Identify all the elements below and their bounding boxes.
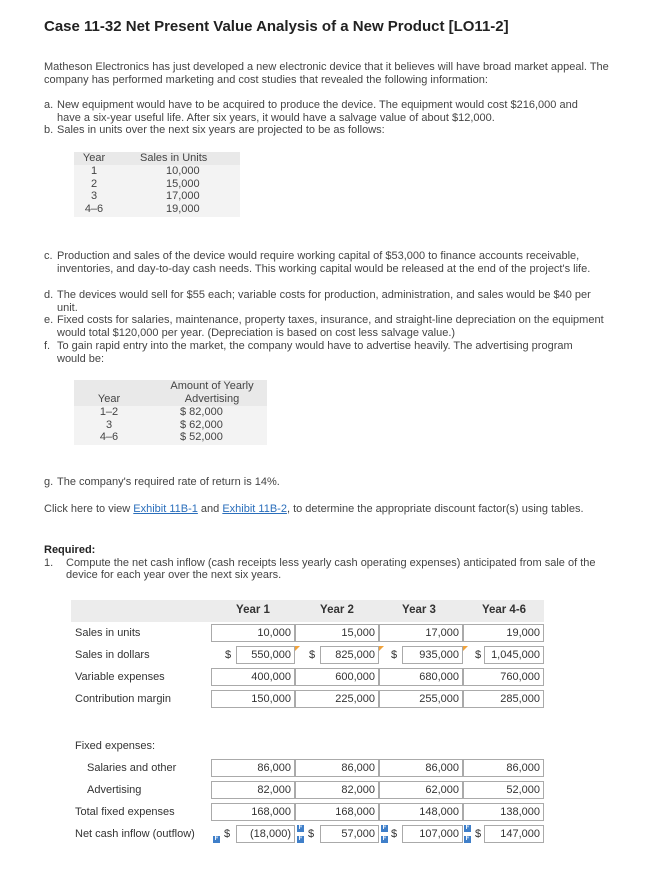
contribution-y3-input[interactable]: 255,000 [379,690,463,708]
variable-y2-input[interactable]: 600,000 [295,668,379,686]
intro-text: Matheson Electronics has just developed a new electronic device that it believes will have broad market appeal. The company has performed marketing and cost studies that revealed the following information: [44,61,609,86]
flag-icon: F [382,836,387,842]
item-b-text: Sales in units over the next six years are projected to be as follows: [57,124,385,136]
row-label-total-fixed: Total fixed expenses [75,806,175,818]
sales-units-cell: 15,000 [166,177,200,190]
item-c [44,250,604,275]
currency-symbol: $ [391,649,398,661]
adv-col-amount-line1: Amount of Yearly [170,380,254,392]
sales-year-cell: 4–6 [84,202,104,215]
item-c-text: Production and sales of the device would require working capital of $53,000 to finance accounts receivable, inventories, and day-to-day cash needs. This working capital would be released at the end of the project's life. [57,250,591,275]
row-label-sales-units: Sales in units [75,627,141,639]
variable-y3-input[interactable]: 680,000 [379,668,463,686]
salaries-y46-input[interactable]: 86,000 [463,759,544,777]
exhibit-mid: and [197,503,223,515]
advertising-table [74,380,267,445]
row-label-contribution-margin: Contribution margin [75,693,171,705]
item-g [44,476,604,489]
flag-icon: F [382,825,387,831]
advertising-y1-input[interactable]: 82,000 [211,781,295,799]
item-g-text: The company's required rate of return is 14%. [57,476,280,488]
adv-amount-cell: $ 82,000 [180,406,223,418]
sales-units-cell: 10,000 [166,165,200,177]
sales-units-table [74,152,240,217]
contribution-y46-input[interactable]: 285,000 [463,690,544,708]
adv-table-body [74,406,267,445]
flag-icon: F [298,836,303,842]
marker-icon [463,646,468,651]
adv-col-amount-line2: Advertising [184,393,240,405]
item-f-text: To gain rapid entry into the market, the company would have to advertise heavily. The advertising program would be: [57,340,573,365]
item-a-text: New equipment would have to be acquired to produce the device. The equipment would cost $216,000 and have a six-year useful life. After six years, it would have a salvage value of about $12,000. [57,99,578,124]
required-text: Compute the net cash inflow (cash receipts less yearly cash operating expenses) anticipated from sale of the device for each year over the next six years. [66,556,596,581]
row-label-fixed-expenses: Fixed expenses: [75,740,156,752]
item-d-label: d. [44,289,54,301]
row-label-net-cash-inflow: Net cash inflow (outflow) [75,828,195,840]
sales-col-units: Sales in Units [140,152,208,164]
marker-icon [295,646,300,651]
item-f [44,340,604,365]
total-fixed-y3-input[interactable]: 148,000 [379,803,463,821]
col-header-year-1: Year 1 [236,604,270,616]
salaries-y1-input[interactable]: 86,000 [211,759,295,777]
adv-year-cell: 3 [105,418,113,431]
item-c-label: c. [44,250,53,262]
exhibit-pre: Click here to view [44,503,134,515]
col-header-year-3: Year 3 [402,604,436,616]
sales-units-y2-input[interactable]: 15,000 [295,624,379,642]
sales-year-cell: 3 [90,190,98,202]
adv-year-cell: 1–2 [99,406,119,418]
item-a-label: a. [44,99,54,111]
advertising-y46-input[interactable]: 52,000 [463,781,544,799]
sales-table-body [74,165,240,217]
flag-icon: F [214,836,219,842]
currency-symbol: $ [308,828,315,840]
exhibit-text [44,503,604,516]
net-cash-y2-input[interactable]: 57,000 [320,825,379,843]
currency-symbol: $ [309,649,316,661]
adv-col-year: Year [97,393,121,405]
net-cash-y1-input[interactable]: (18,000) [236,825,295,843]
item-g-label: g. [44,476,54,488]
marker-icon [379,646,384,651]
exhibit-11b-1-link[interactable]: Exhibit 11B-1 [133,503,198,515]
sales-units-y46-input[interactable]: 19,000 [463,624,544,642]
sales-units-y3-input[interactable]: 17,000 [379,624,463,642]
advertising-y2-input[interactable]: 82,000 [295,781,379,799]
sales-units-cell: 17,000 [166,190,200,202]
contribution-y2-input[interactable]: 225,000 [295,690,379,708]
item-e [44,314,604,339]
net-cash-inflow-table [71,600,544,844]
adv-amount-cell: $ 62,000 [180,418,223,431]
salaries-y2-input[interactable]: 86,000 [295,759,379,777]
total-fixed-y2-input[interactable]: 168,000 [295,803,379,821]
adv-year-cell: 4–6 [99,431,119,443]
sales-table-header [74,152,240,165]
currency-symbol: $ [475,828,482,840]
item-a [44,99,604,124]
flag-icon: F [465,825,470,831]
flag-icon: F [298,825,303,831]
sales-units-cell: 19,000 [166,202,200,215]
row-label-sales-dollars: Sales in dollars [75,649,150,661]
row-label-salaries: Salaries and other [87,762,177,774]
advertising-y3-input[interactable]: 62,000 [379,781,463,799]
item-d-text: The devices would sell for $55 each; variable costs for production, administration, and sales would be $40 per unit. [57,289,591,314]
currency-symbol: $ [224,828,231,840]
sales-dollars-y1-input[interactable]: 550,000 [236,646,295,664]
required-section [44,544,604,582]
item-b [44,124,604,137]
adv-table-header [74,380,267,406]
flag-icon: F [465,836,470,842]
sales-year-cell: 1 [90,165,98,177]
salaries-y3-input[interactable]: 86,000 [379,759,463,777]
adv-amount-cell: $ 52,000 [180,431,223,443]
required-heading: Required: [44,544,96,556]
exhibit-post: , to determine the appropriate discount factor(s) using tables. [286,503,584,515]
currency-symbol: $ [391,828,398,840]
sales-dollars-y3-input[interactable]: 935,000 [402,646,463,664]
sales-year-cell: 2 [90,177,98,190]
col-header-year-2: Year 2 [320,604,354,616]
contribution-y1-input[interactable]: 150,000 [211,690,295,708]
col-header-year-4-6: Year 4-6 [481,604,527,616]
row-label-advertising: Advertising [87,784,142,796]
item-e-label: e. [44,314,54,326]
variable-y46-input[interactable]: 760,000 [463,668,544,686]
required-num: 1. [44,556,54,569]
sales-units-y1-input[interactable]: 10,000 [211,624,295,642]
page-title: Case 11-32 Net Present Value Analysis of a New Product [LO11-2] [44,18,509,35]
sales-col-year: Year [82,152,106,164]
currency-symbol: $ [475,649,482,661]
sales-dollars-y2-input[interactable]: 825,000 [320,646,379,664]
item-e-text: Fixed costs for salaries, maintenance, property taxes, insurance, and straight-line depreciation on the equipment would total $120,000 per year. (Depreciation is based on cost less salvage value.) [57,314,604,339]
row-label-variable-expenses: Variable expenses [75,671,165,683]
variable-y1-input[interactable]: 400,000 [211,668,295,686]
item-d [44,289,604,314]
total-fixed-y46-input[interactable]: 138,000 [463,803,544,821]
item-b-label: b. [44,124,54,136]
total-fixed-y1-input[interactable]: 168,000 [211,803,295,821]
net-cash-y3-input[interactable]: 107,000 [402,825,463,843]
sales-dollars-y46-input[interactable]: 1,045,000 [484,646,544,664]
exhibit-11b-2-link[interactable]: Exhibit 11B-2 [222,503,287,515]
currency-symbol: $ [225,649,232,661]
net-cash-y46-input[interactable]: 147,000 [484,825,544,843]
item-f-label: f. [44,340,51,352]
